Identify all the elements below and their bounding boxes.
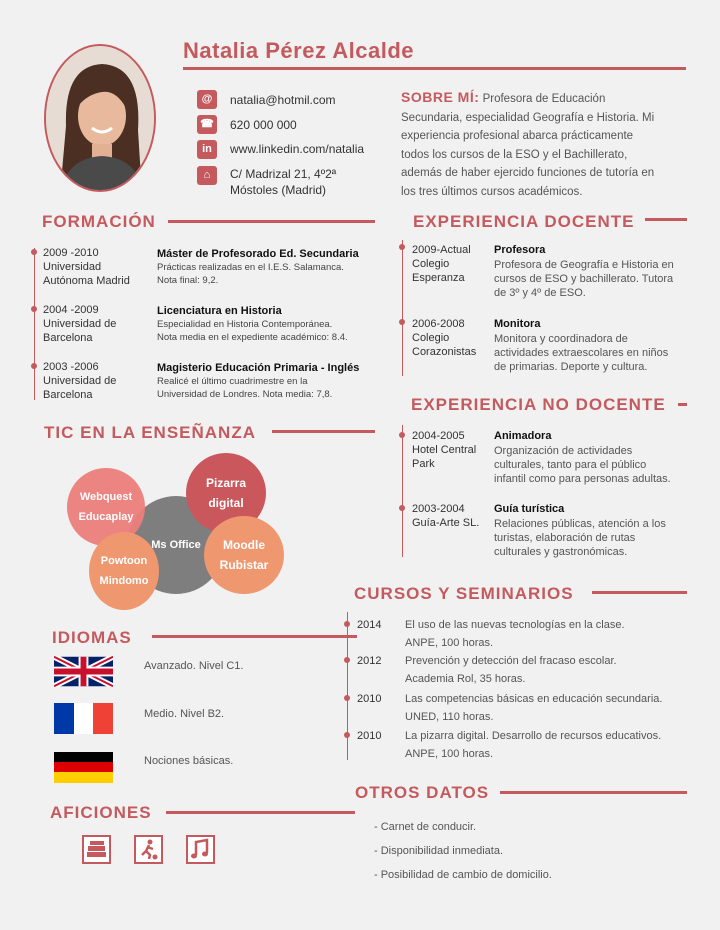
about-line: además de haber ejercido funciones de tutoría en [401, 167, 655, 179]
course-title: Prevención y detección del fracaso escolar. [405, 655, 617, 667]
aficiones-heading: AFICIONES [50, 803, 152, 822]
tic-rule [272, 430, 375, 433]
timeline-dot [31, 363, 37, 369]
job-place: Esperanza [412, 272, 465, 284]
timeline-dot [399, 244, 405, 250]
music-note-icon [186, 835, 215, 864]
formacion-detail: Nota final: 9,2. [157, 275, 219, 286]
about-line: los tres últimos cursos académicos. [401, 185, 583, 198]
formacion-date: 2009 -2010 [43, 247, 99, 259]
job-period: 2009-Actual [412, 244, 471, 256]
timeline-dot [399, 319, 405, 325]
timeline-dot [31, 249, 37, 255]
formacion-detail: Especialidad en Historia Contemporánea. [157, 319, 333, 330]
job-period: 2003-2004 [412, 503, 465, 515]
job-description: Profesora de Geografía e Historia en [494, 259, 674, 271]
idiomas-rule [152, 635, 357, 638]
job-place: Colegio [412, 258, 450, 270]
language-level: Nociones básicas. [144, 755, 234, 767]
job-role: Animadora [494, 430, 552, 442]
phone-icon: ☎ [197, 115, 217, 134]
about-section [401, 88, 691, 201]
formacion-date: 2004 -2009 [43, 304, 99, 316]
experiencia-no-docente-timeline [402, 425, 403, 557]
tic-bubble-label: Moodle [223, 538, 265, 552]
germany-flag-icon [54, 752, 113, 783]
course-year: 2010 [357, 730, 382, 742]
formacion-place: Universidad de [43, 375, 117, 387]
job-role: Profesora [494, 244, 546, 256]
tic-bubble-label: Ms Office [151, 539, 201, 551]
job-description: de primarias. Deporte y cultura. [494, 361, 648, 373]
timeline-dot [399, 432, 405, 438]
course-provider: ANPE, 100 horas. [405, 637, 494, 649]
formacion-heading: FORMACIÓN [42, 212, 156, 231]
otros-item: - Carnet de conducir. [374, 821, 477, 833]
formacion-degree: Máster de Profesorado Ed. Secundaria [157, 248, 359, 260]
course-provider: ANPE, 100 horas. [405, 748, 494, 760]
cursos-rule [592, 591, 687, 594]
job-period: 2004-2005 [412, 430, 465, 442]
experiencia-docente-timeline [402, 240, 403, 376]
linkedin-icon: in [197, 140, 217, 159]
formacion-place: Universidad de [43, 318, 117, 330]
email-text[interactable]: natalia@hotmil.com [230, 93, 336, 107]
course-title: La pizarra digital. Desarrollo de recursos educativos. [405, 730, 662, 742]
aficiones-rule [166, 811, 355, 814]
course-year: 2010 [357, 693, 382, 705]
job-description: de 3º y 4º de ESO. [494, 287, 586, 299]
job-description: cursos de ESO y bachillerato. Tutora [494, 273, 674, 285]
course-year: 2014 [357, 619, 382, 631]
job-description: culturales, tanto para el público [494, 459, 647, 471]
tic-bubble-label: Rubistar [219, 558, 269, 572]
about-line: Profesora de Educación [482, 93, 606, 105]
cursos-heading: CURSOS Y SEMINARIOS [354, 584, 574, 603]
home-icon: ⌂ [197, 166, 217, 185]
timeline-dot [344, 621, 350, 627]
job-place: Park [412, 458, 435, 470]
experiencia-no-docente-heading: EXPERIENCIA NO DOCENTE [411, 395, 666, 414]
course-title: Las competencias básicas en educación secundaria. [405, 693, 663, 705]
tic-bubble-label: Mindomo [99, 575, 149, 587]
tic-bubble-label: Educaplay [78, 511, 134, 523]
formacion-detail: Prácticas realizadas en el I.E.S. Salamanca. [157, 262, 344, 273]
otros-datos-heading: OTROS DATOS [355, 783, 490, 802]
experiencia-no-docente-rule [678, 403, 687, 406]
books-icon [82, 835, 111, 864]
otros-item: - Posibilidad de cambio de domicilio. [374, 869, 552, 881]
job-description: culturales y gastronómicas. [494, 546, 628, 558]
job-description: turistas, elaboración de rutas [494, 532, 636, 544]
language-level: Medio. Nivel B2. [144, 708, 225, 720]
course-year: 2012 [357, 655, 382, 667]
name-underline [183, 67, 686, 70]
otros-item: - Disponibilidad inmediata. [374, 845, 504, 857]
experiencia-docente-rule [645, 218, 687, 221]
job-place: Guía-Arte SL. [412, 517, 480, 529]
tic-bubble-label: Webquest [79, 491, 133, 503]
email-icon: @ [197, 90, 217, 109]
course-provider: UNED, 110 horas. [405, 711, 494, 723]
job-place: Colegio [412, 332, 450, 344]
tic-bubble-label: digital [208, 496, 244, 510]
uk-flag-icon [54, 656, 113, 687]
timeline-dot [344, 695, 350, 701]
formacion-place: Autónoma Madrid [43, 275, 130, 287]
formacion-date: 2003 -2006 [43, 361, 99, 373]
formacion-timeline [34, 248, 35, 400]
france-flag-icon [54, 703, 113, 734]
job-place: Hotel Central [412, 444, 477, 456]
timeline-dot [399, 505, 405, 511]
formacion-degree: Licenciatura en Historia [157, 305, 282, 317]
course-provider: Academia Rol, 35 horas. [405, 673, 526, 685]
formacion-degree: Magisterio Educación Primaria - Inglés [157, 362, 360, 374]
tic-bubble-powtoon [89, 532, 159, 610]
course-title: El uso de las nuevas tecnologías en la clase. [405, 619, 625, 631]
job-place: Corazonistas [412, 346, 477, 358]
tic-bubble-label: Powtoon [100, 555, 148, 567]
formacion-detail: Universidad de Londres. Nota media: 7,8. [157, 389, 333, 400]
formacion-place: Barcelona [43, 389, 93, 401]
football-icon [134, 835, 163, 864]
experiencia-docente-heading: EXPERIENCIA DOCENTE [413, 212, 635, 231]
job-role: Monitora [494, 318, 541, 330]
about-line: todos los cursos de la ESO y el Bachillerato, [401, 148, 628, 161]
address-line-2: Móstoles (Madrid) [230, 183, 327, 197]
job-description: Monitora y coordinadora de [494, 333, 628, 345]
timeline-dot [31, 306, 37, 312]
language-level: Avanzado. Nivel C1. [144, 660, 244, 672]
job-role: Guía turística [494, 503, 565, 515]
otros-datos-rule [500, 791, 687, 794]
linkedin-text[interactable]: www.linkedin.com/natalia [230, 142, 365, 156]
tic-heading: TIC EN LA ENSEÑANZA [44, 423, 256, 442]
phone-text[interactable]: 620 000 000 [230, 118, 297, 132]
job-period: 2006-2008 [412, 318, 465, 330]
tic-bubble-moodle [204, 516, 284, 594]
job-description: Relaciones públicas, atención a los [494, 518, 666, 530]
idiomas-heading: IDIOMAS [52, 628, 132, 647]
address-line-1: C/ Madrizal 21, 4º2ª [230, 167, 337, 181]
about-label: SOBRE MÍ: [401, 89, 480, 105]
job-description: actividades extraescolares en niños [494, 347, 669, 359]
timeline-dot [344, 732, 350, 738]
timeline-dot [344, 657, 350, 663]
job-description: Organización de actividades [494, 445, 633, 457]
profile-photo [44, 44, 156, 192]
candidate-name: Natalia Pérez Alcalde [183, 38, 415, 63]
job-description: infantil como para personas adultas. [494, 473, 671, 485]
formacion-rule [168, 220, 375, 223]
formacion-detail: Nota media en el expediente académico: 8.4. [157, 332, 348, 343]
about-line: Secundaria, especialidad Geografía e Historia. Mi [401, 111, 655, 124]
tic-bubble-label: Pizarra [205, 476, 247, 490]
formacion-place: Barcelona [43, 332, 93, 344]
formacion-detail: Realicé el último cuadrimestre en la [157, 376, 308, 387]
formacion-place: Universidad [43, 261, 102, 273]
about-line: experiencia profesional abarca prácticamente [401, 130, 634, 142]
